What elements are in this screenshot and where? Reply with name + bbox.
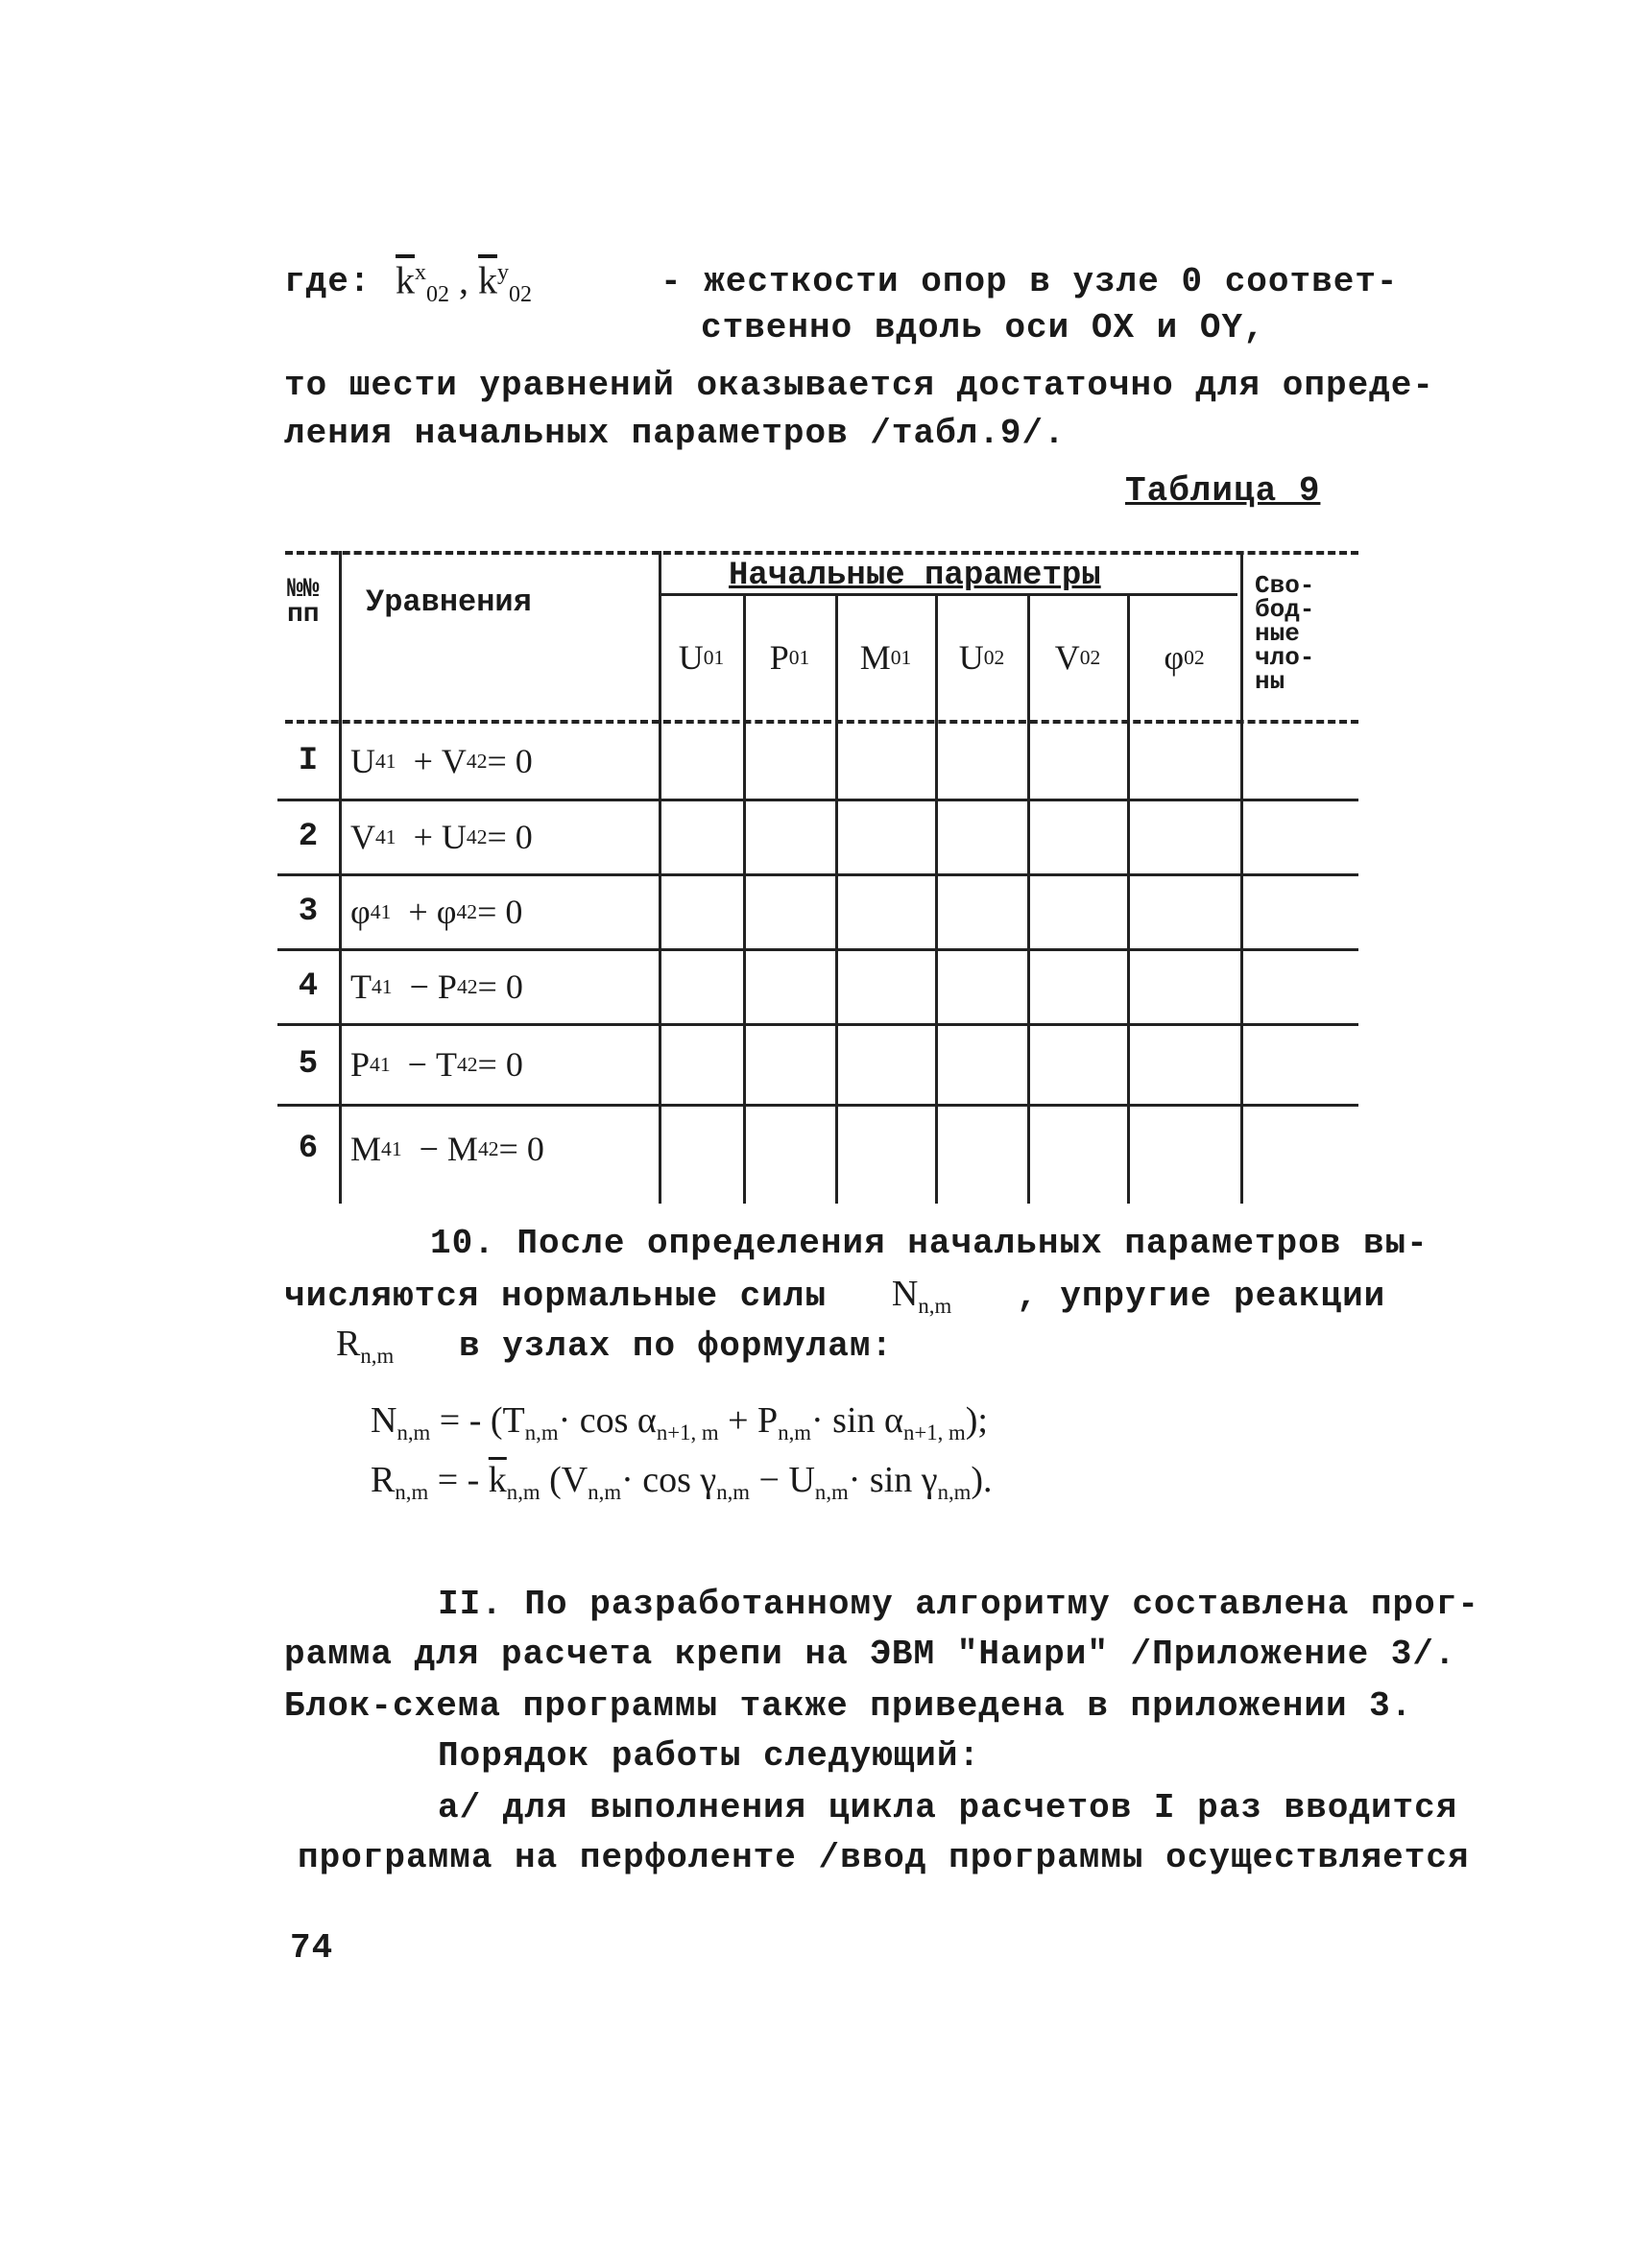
para10-line-1: 10. После определения начальных параметров вы-: [430, 1224, 1429, 1263]
row-number: 4: [298, 968, 319, 1005]
equation: V 41 + U 42 = 0: [350, 818, 533, 856]
equation: U 41 + V 42 = 0: [350, 742, 533, 780]
row-number: 6: [298, 1131, 319, 1167]
definition-line-1: - жесткости опор в узле 0 соответ-: [660, 262, 1399, 301]
equation: M 41 − M 42 = 0: [350, 1130, 544, 1168]
para11-line-3: Блок-схема программы также приведена в приложении 3.: [284, 1686, 1413, 1726]
para1-line-2: ления начальных параметров /табл.9/.: [284, 414, 1066, 453]
equations-table: [277, 551, 1358, 1204]
para10-line-3: $R_{n,m}$ в узлах по формулам:: [336, 1324, 894, 1368]
where-label: где:: [284, 262, 372, 301]
page-number: 74: [290, 1928, 334, 1968]
col-rule: [1240, 551, 1243, 1204]
para10-line-2: числяются нормальные силы $N_{n,m}$ , упругие реакции: [284, 1274, 1386, 1318]
equation: T 41 − P 42 = 0: [350, 967, 523, 1006]
table-caption: Таблица 9: [1125, 471, 1321, 511]
param-header: M 01: [859, 638, 912, 677]
table-top-rule: [285, 551, 1358, 555]
formula-normal-force: $N_{n,m}$ = - $(T_{n,m}\cdot \cos \alpha_{n+1, m} + P_{n,m}\cdot \sin \alpha_{n+1, m})$;: [371, 1400, 988, 1444]
row-number: 5: [298, 1046, 319, 1083]
equation: φ 41 + φ 42 = 0: [350, 893, 523, 931]
param-header: U 01: [678, 638, 725, 677]
para11-line-2: рамма для расчета крепи на ЭВМ "Наири" /Приложение 3/.: [284, 1635, 1456, 1674]
param-header: V 02: [1054, 638, 1101, 677]
definition-line-2: ственно вдоль оси OX и OY,: [701, 308, 1265, 347]
param-header: φ 02: [1164, 638, 1205, 677]
para11-line-4: Порядок работы следующий:: [438, 1736, 981, 1776]
para1-line-1: то шести уравнений оказывается достаточно для опреде-: [284, 366, 1434, 405]
param-header: U 02: [958, 638, 1005, 677]
row-number: 3: [298, 894, 319, 930]
formula-reaction: $R_{n,m}$ = - $\overline{k}_{n,m}$ $(V_{n,m}\cdot \cos \gamma_{n,m} - U_{n,m}\cdot \sin \gamma_{n,m})$.: [371, 1460, 993, 1504]
param-header: P 01: [769, 638, 810, 677]
free-terms-header: Сво- бод- ные чло- ны: [1255, 571, 1315, 696]
equation: P 41 − T 42 = 0: [350, 1045, 523, 1084]
para11-line-1: II. По разработанному алгоритму составлена прог-: [438, 1585, 1479, 1624]
para11-line-5: а/ для выполнения цикла расчетов I раз вводится: [438, 1788, 1458, 1827]
col-equations-header: Уравнения: [366, 585, 532, 620]
para11-line-6: программа на перфоленте /ввод программы осуществляется: [298, 1838, 1470, 1877]
row-number: 2: [298, 819, 319, 855]
row-number: I: [298, 743, 319, 779]
stiffness-symbols: $\overline{k}^x_{02}$ , $\overline{k}^y_{02}$: [396, 258, 532, 307]
col-number-header: №№ пп: [287, 575, 320, 630]
initial-parameters-header: Начальные параметры: [729, 558, 1101, 594]
